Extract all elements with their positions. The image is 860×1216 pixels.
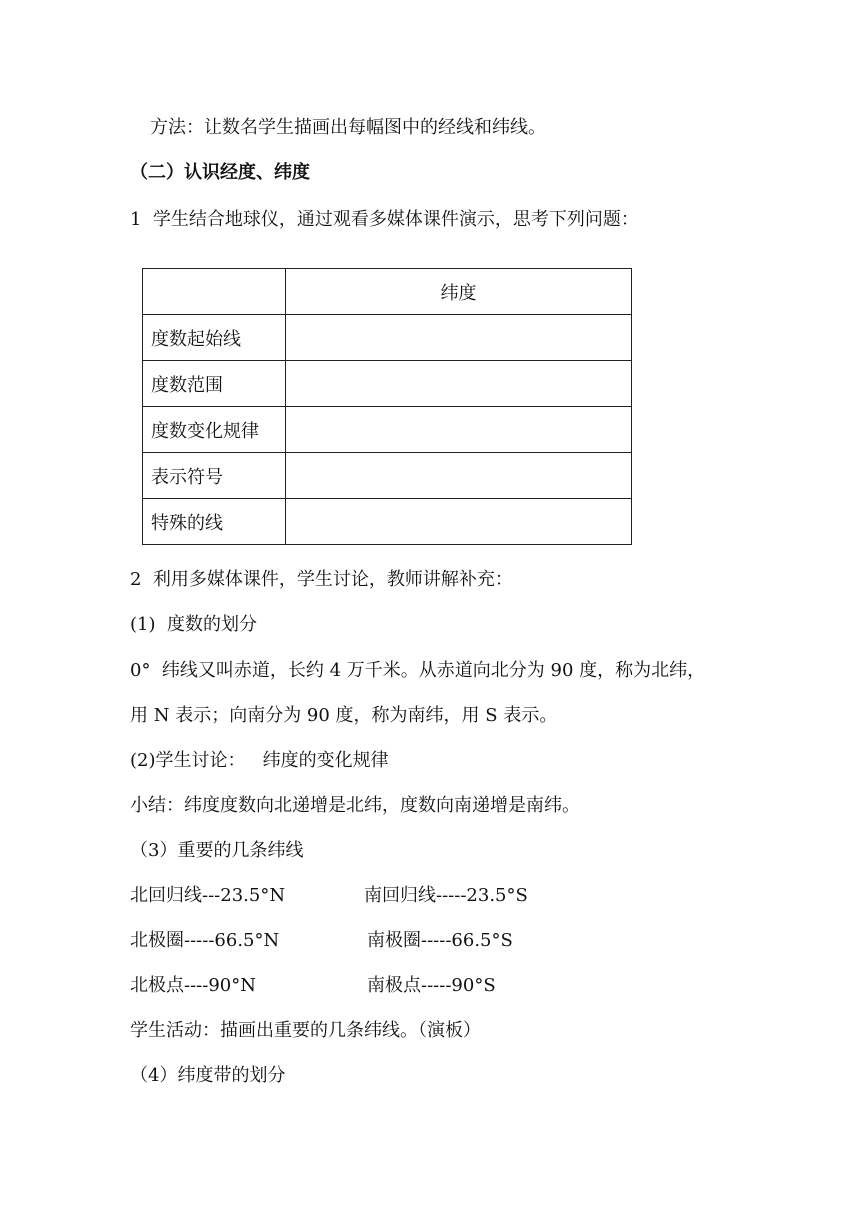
table-header-row <box>143 269 632 315</box>
latitude-north-3: 北极点----90°N <box>130 975 256 996</box>
table-cell: 度数起始线 <box>143 315 286 361</box>
table-header-cell <box>143 269 286 315</box>
table-cell <box>286 315 632 361</box>
subheading-1: (1) 度数的划分 <box>130 614 257 635</box>
table-cell <box>286 453 632 499</box>
table-cell: 度数范围 <box>143 361 286 407</box>
step-1-line: 1 学生结合地球仪，通过观看多媒体课件演示，思考下列问题： <box>130 209 639 230</box>
table-cell: 特殊的线 <box>143 499 286 545</box>
paragraph-line-2: 用 N 表示；向南分为 90 度，称为南纬，用 S 表示。 <box>130 705 558 726</box>
activity-line: 学生活动：描画出重要的几条纬线。（演板） <box>130 1020 481 1041</box>
subheading-2: (2)学生讨论： 纬度的变化规律 <box>130 750 389 771</box>
table-row <box>143 499 632 545</box>
paragraph-line-1: 0° 纬线又叫赤道，长约 4 万千米。从赤道向北分为 90 度，称为北纬， <box>130 660 706 681</box>
latitude-south-3: 南极点-----90°S <box>367 975 496 996</box>
section-heading: （二）认识经度、纬度 <box>130 162 310 183</box>
table-cell <box>286 361 632 407</box>
latitude-table <box>142 268 632 545</box>
table-row <box>143 407 632 453</box>
summary-line: 小结：纬度度数向北递增是北纬，度数向南递增是南纬。 <box>130 795 580 816</box>
table-row <box>143 315 632 361</box>
table-row <box>143 453 632 499</box>
latitude-south-1: 南回归线-----23.5°S <box>364 885 528 906</box>
table-cell <box>286 499 632 545</box>
latitude-south-2: 南极圈-----66.5°S <box>367 930 513 951</box>
step-2-line: 2 利用多媒体课件，学生讨论，教师讲解补充： <box>130 569 513 590</box>
subheading-4: （4）纬度带的划分 <box>130 1065 286 1086</box>
table-cell <box>286 407 632 453</box>
table-header-cell: 纬度 <box>286 269 632 315</box>
table-cell: 表示符号 <box>143 453 286 499</box>
method-line: 方法：让数名学生描画出每幅图中的经线和纬线。 <box>150 117 546 138</box>
table-row <box>143 361 632 407</box>
latitude-north-1: 北回归线---23.5°N <box>130 885 286 906</box>
subheading-3: （3）重要的几条纬线 <box>130 840 304 861</box>
latitude-north-2: 北极圈-----66.5°N <box>130 930 280 951</box>
table-cell: 度数变化规律 <box>143 407 286 453</box>
